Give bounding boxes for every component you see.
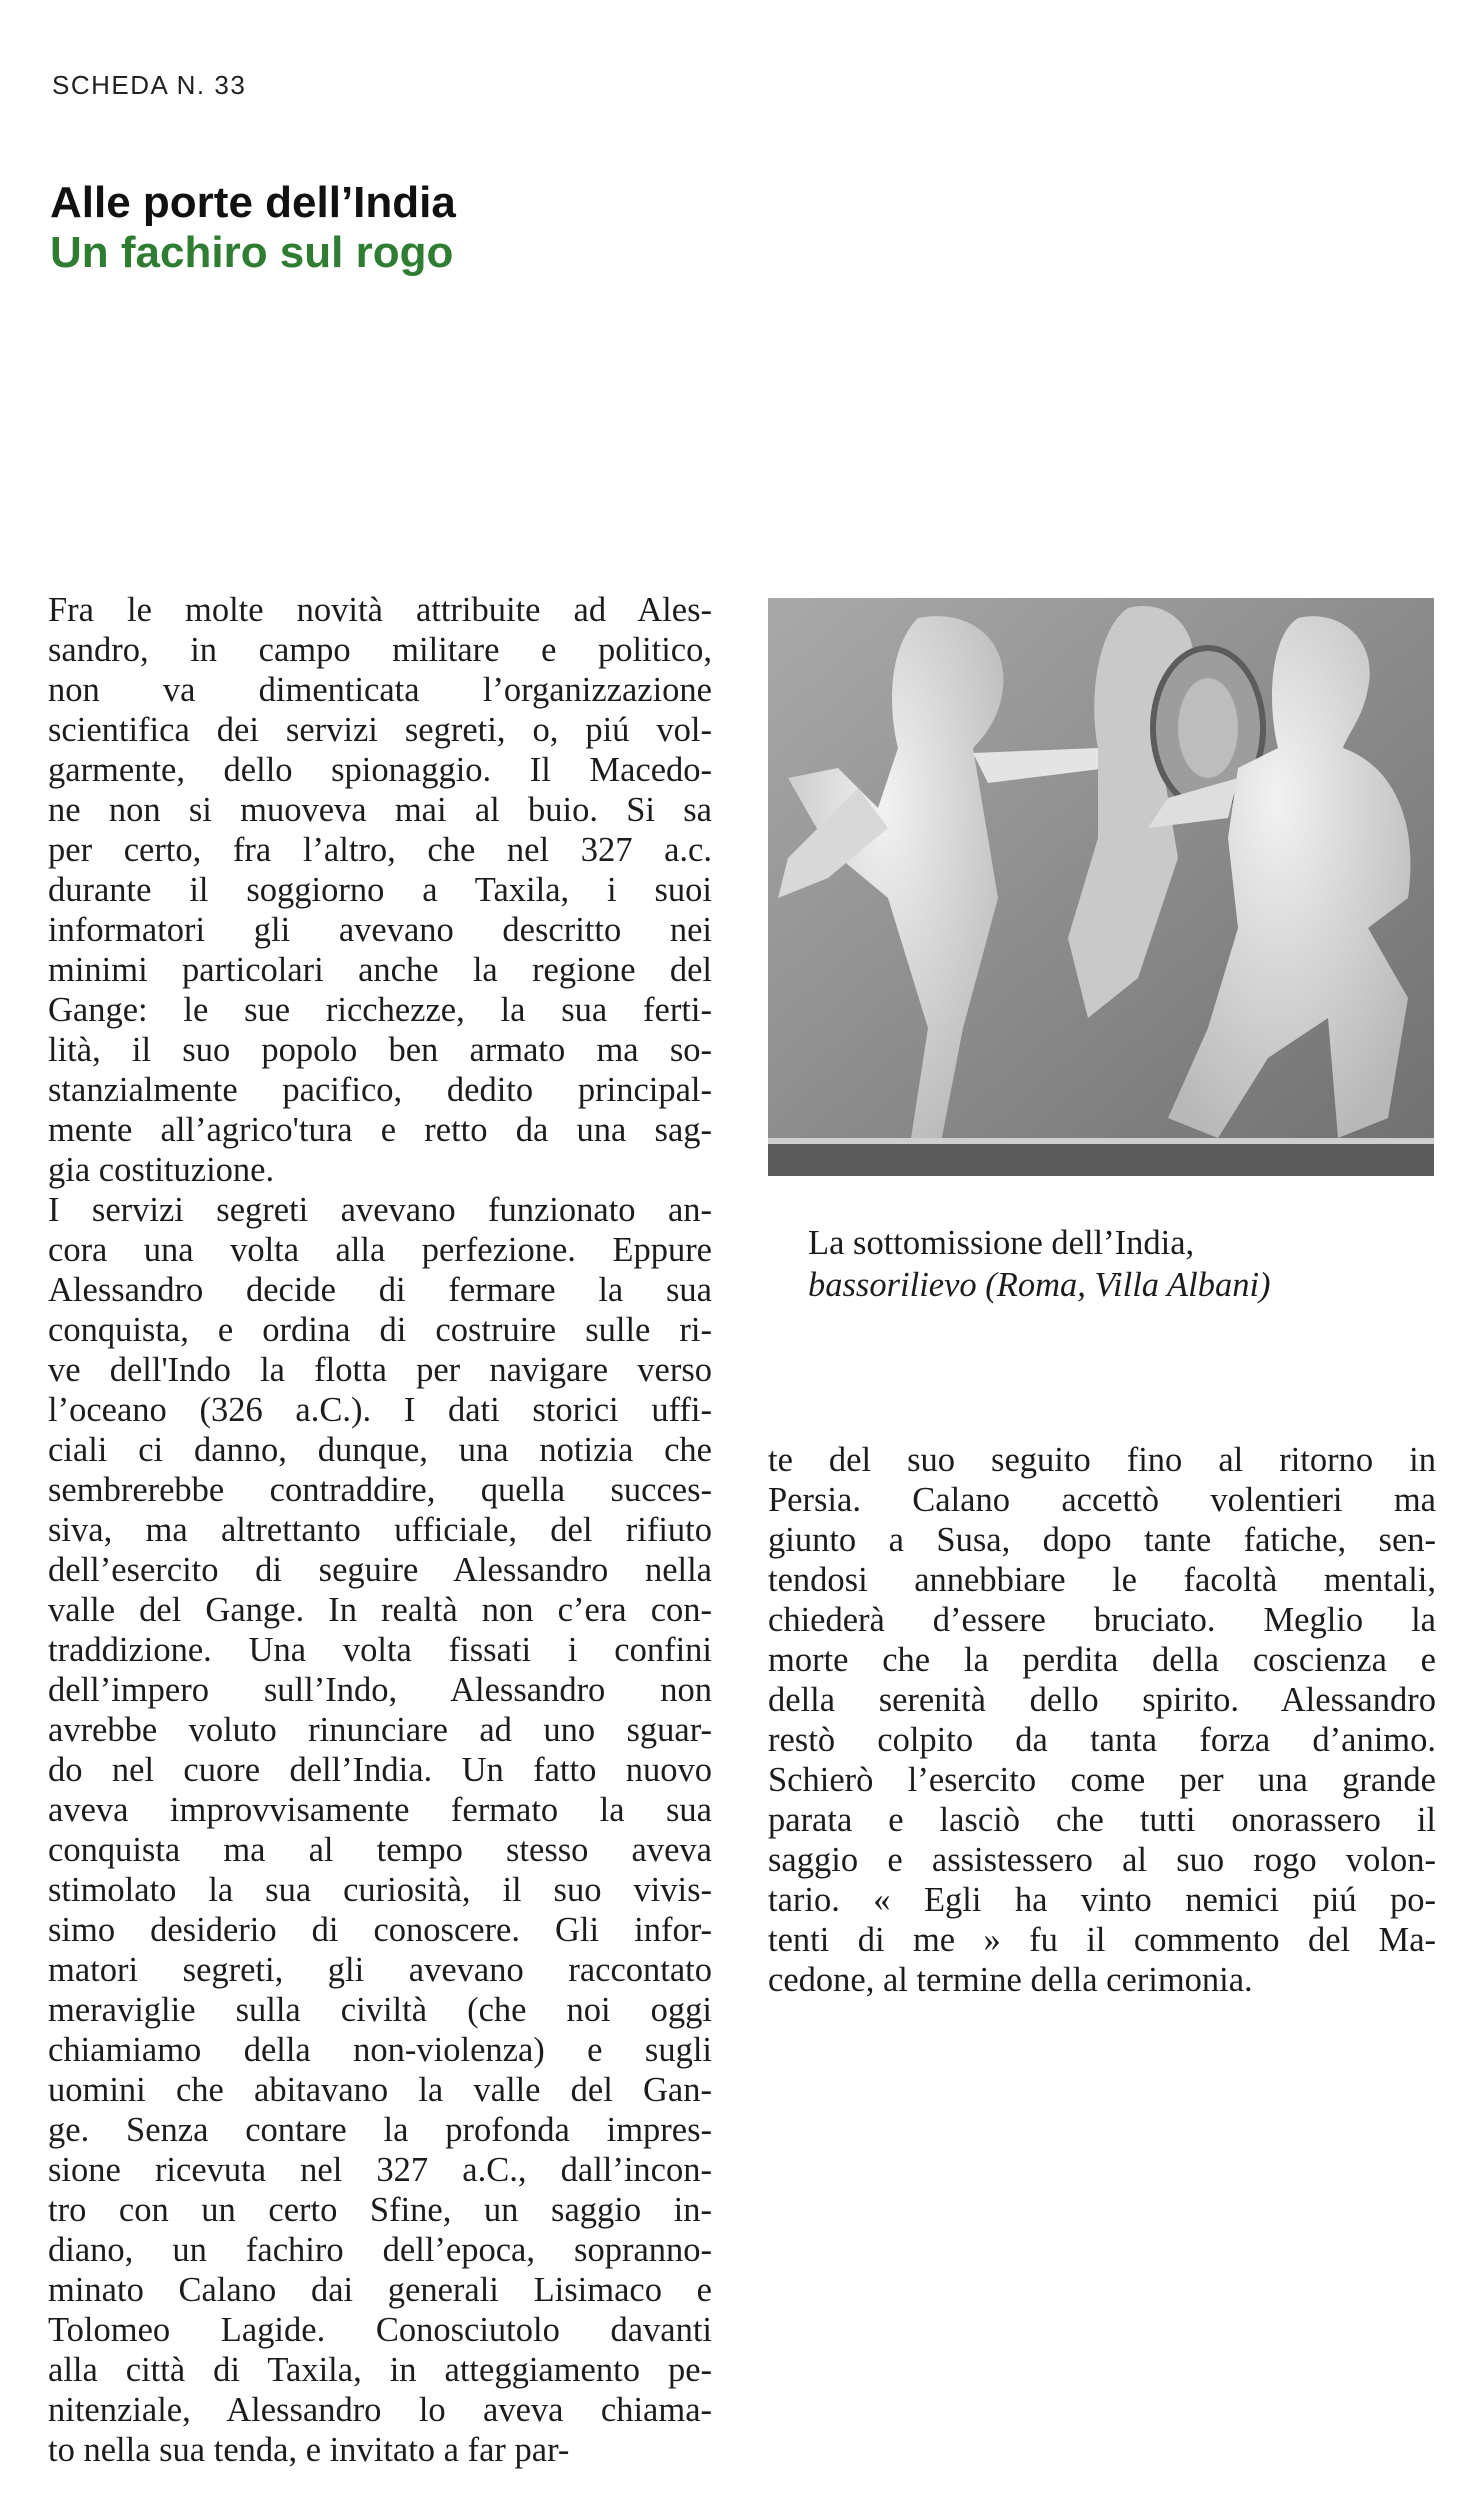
text-line: restò colpito da tanta forza d’animo. bbox=[768, 1721, 1436, 1759]
text-line: Gange: le sue ricchezze, la sua ferti- bbox=[48, 991, 712, 1029]
text-line: sandro, in campo militare e politico, bbox=[48, 631, 712, 669]
text-line: conquista, e ordina di costruire sulle ri- bbox=[48, 1311, 712, 1349]
text-line: matori segreti, gli avevano raccontato bbox=[48, 1951, 712, 1989]
text-line: giunto a Susa, dopo tante fatiche, sen- bbox=[768, 1521, 1436, 1559]
text-line: morte che la perdita della coscienza e bbox=[768, 1641, 1436, 1679]
text-line: dell’esercito di seguire Alessandro nella bbox=[48, 1551, 712, 1589]
text-line: nitenziale, Alessandro lo aveva chiama- bbox=[48, 2391, 712, 2429]
text-line: l’oceano (326 a.C.). I dati storici uffi- bbox=[48, 1391, 712, 1429]
caption-title: La sottomissione dell’India, bbox=[808, 1224, 1195, 1262]
text-line: meraviglie sulla civiltà (che noi oggi bbox=[48, 1991, 712, 2029]
text-line: te del suo seguito fino al ritorno in bbox=[768, 1441, 1436, 1479]
text-line: stimolato la sua curiosità, il suo vivis- bbox=[48, 1871, 712, 1909]
text-line: I servizi segreti avevano funzionato an- bbox=[48, 1191, 712, 1229]
text-line: valle del Gange. In realtà non c’era con- bbox=[48, 1591, 712, 1629]
body-column-left bbox=[48, 590, 712, 2470]
text-line: non va dimenticata l’organizzazione bbox=[48, 671, 712, 709]
caption-subtitle: bassorilievo (Roma, Villa Albani) bbox=[808, 1266, 1271, 1304]
text-line: durante il soggiorno a Taxila, i suoi bbox=[48, 871, 712, 909]
text-line: alla città di Taxila, in atteggiamento pe- bbox=[48, 2351, 712, 2389]
text-line: Tolomeo Lagide. Conosciutolo davanti bbox=[48, 2311, 712, 2349]
scheda-number: SCHEDA N. 33 bbox=[52, 70, 247, 100]
text-line: per certo, fra l’altro, che nel 327 a.c. bbox=[48, 831, 712, 869]
text-line: ciali ci danno, dunque, una notizia che bbox=[48, 1431, 712, 1469]
text-line: ne non si muoveva mai al buio. Si sa bbox=[48, 791, 712, 829]
title-subtitle: Un fachiro sul rogo bbox=[50, 228, 454, 277]
text-line: uomini che abitavano la valle del Gan- bbox=[48, 2071, 712, 2109]
text-line: simo desiderio di conoscere. Gli infor- bbox=[48, 1911, 712, 1949]
text-line: to nella sua tenda, e invitato a far par- bbox=[48, 2431, 570, 2469]
text-line: cedone, al termine della cerimonia. bbox=[768, 1961, 1253, 1999]
text-line: della serenità dello spirito. Alessandro bbox=[768, 1681, 1436, 1719]
text-line: minimi particolari anche la regione del bbox=[48, 951, 712, 989]
text-line: tenti di me » fu il commento del Ma- bbox=[768, 1921, 1436, 1959]
text-line: scientifica dei servizi segreti, o, piú vol- bbox=[48, 711, 712, 749]
text-line: aveva improvvisamente fermato la sua bbox=[48, 1791, 712, 1829]
text-line: tendosi annebbiare le facoltà mentali, bbox=[768, 1561, 1436, 1599]
text-line: minato Calano dai generali Lisimaco e bbox=[48, 2271, 712, 2309]
text-line: traddizione. Una volta fissati i confini bbox=[48, 1631, 712, 1669]
text-line: Alessandro decide di fermare la sua bbox=[48, 1271, 712, 1309]
text-line: sione ricevuta nel 327 a.C., dall’incon- bbox=[48, 2151, 712, 2189]
text-line: parata e lasciò che tutti onorassero il bbox=[768, 1801, 1436, 1839]
text-line: Schierò l’esercito come per una grande bbox=[768, 1761, 1436, 1799]
text-line: Fra le molte novità attribuite ad Ales- bbox=[48, 591, 712, 629]
text-line: stanzialmente pacifico, dedito principal- bbox=[48, 1071, 712, 1109]
relief-photo bbox=[768, 598, 1434, 1176]
text-line: chiamiamo della non-violenza) e sugli bbox=[48, 2031, 712, 2069]
text-line: do nel cuore dell’India. Un fatto nuovo bbox=[48, 1751, 712, 1789]
text-line: garmente, dello spionaggio. Il Macedo- bbox=[48, 751, 712, 789]
text-line: Persia. Calano accettò volentieri ma bbox=[768, 1481, 1436, 1519]
text-line: conquista ma al tempo stesso aveva bbox=[48, 1831, 712, 1869]
title-main: Alle porte dell’India bbox=[50, 178, 456, 227]
body-column-right bbox=[768, 1440, 1436, 2000]
bas-relief-image bbox=[768, 598, 1434, 1176]
text-line: mente all’agrico'tura e retto da una sag- bbox=[48, 1111, 712, 1149]
text-line: saggio e assistessero al suo rogo volon- bbox=[768, 1841, 1436, 1879]
text-line: gia costituzione. bbox=[48, 1151, 275, 1189]
text-line: lità, il suo popolo ben armato ma so- bbox=[48, 1031, 712, 1069]
text-line: chiederà d’essere bruciato. Meglio la bbox=[768, 1601, 1436, 1639]
text-line: sembrerebbe contraddire, quella succes- bbox=[48, 1471, 712, 1509]
text-line: dell’impero sull’Indo, Alessandro non bbox=[48, 1671, 712, 1709]
text-line: tro con un certo Sfine, un saggio in- bbox=[48, 2191, 712, 2229]
text-line: avrebbe voluto rinunciare ad uno sguar- bbox=[48, 1711, 712, 1749]
figure-caption bbox=[808, 1222, 1271, 1306]
text-line: siva, ma altrettanto ufficiale, del rifiuto bbox=[48, 1511, 712, 1549]
text-line: ve dell'Indo la flotta per navigare verso bbox=[48, 1351, 712, 1389]
text-line: cora una volta alla perfezione. Eppure bbox=[48, 1231, 712, 1269]
text-line: diano, un fachiro dell’epoca, soprannо- bbox=[48, 2231, 712, 2269]
text-line: tario. « Egli ha vinto nemici piú po- bbox=[768, 1881, 1436, 1919]
text-line: ge. Senza contare la profonda impres- bbox=[48, 2111, 712, 2149]
text-line: informatori gli avevano descritto nei bbox=[48, 911, 712, 949]
